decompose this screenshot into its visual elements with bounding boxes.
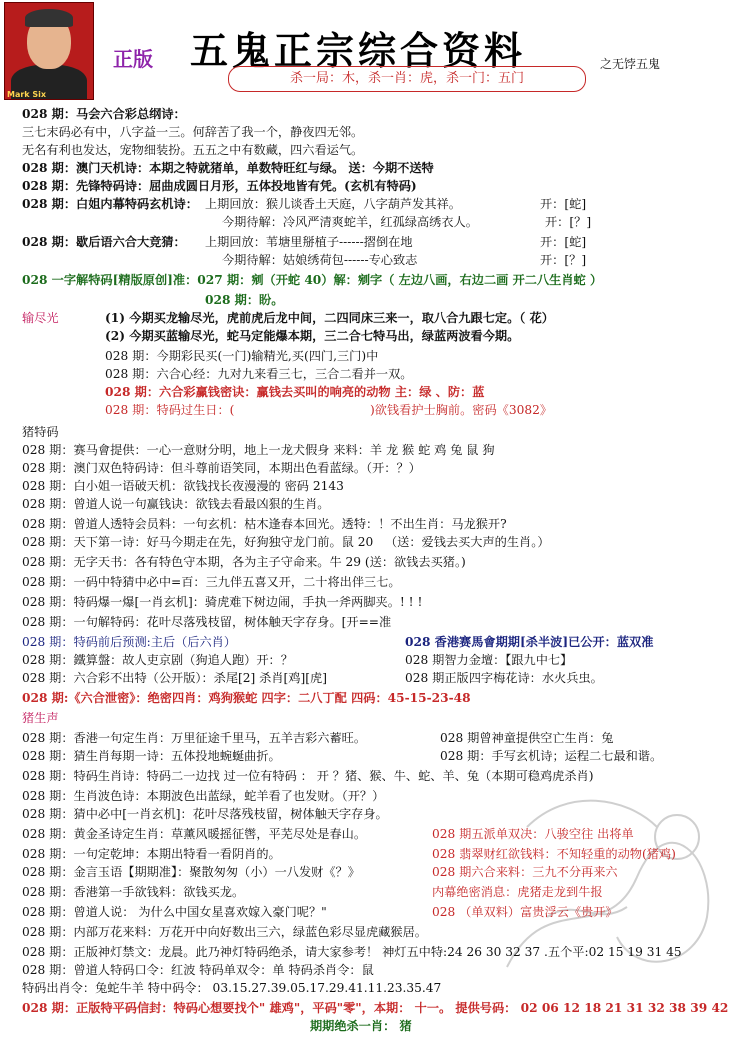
- page-subtitle: 之无饽五鬼: [600, 57, 661, 71]
- text-line: 三七末码必有中，八字益一三。何辞苦了我一个，静夜四无邻。: [22, 125, 364, 139]
- text-line: 期期绝杀一肖： 猪: [310, 1019, 412, 1033]
- text-line: 028 期：赛马會提供：一心一意财分明，地上一龙犬假身 来料：羊 龙 猴 蛇 鸡 兔 鼠 狗: [22, 443, 495, 457]
- text-line: 028 期曾神童提供空亡生肖：兔: [440, 731, 614, 745]
- text-line: 028 一字解特码[精版原创]准：027 期：剜（开蛇 40）解：剜字（ 左边八画，右边二画 开二八生肖蛇 ）: [22, 273, 603, 287]
- text-line: 028 期：曾道人特码口令：红波 特码单双令：单 特码杀肖令：鼠: [22, 963, 374, 977]
- text-line: 028 期：天下第一诗：好马今期走在先，好狗独守龙门前。鼠 20: [22, 535, 374, 549]
- text-line: 028 期：一句定乾坤：本期出特看一看阴肖的。: [22, 847, 281, 861]
- text-line: 028 期：特码前后预测:主后（后六肖）: [22, 635, 237, 649]
- text-line: 开：[？]: [540, 253, 587, 267]
- text-line: (1) 今期买龙输尽光，虎前虎后龙中间，二四同床三来一，取八合九跟七定。（ 花）: [105, 311, 554, 325]
- text-line: 028 期：曾道人说一句赢钱诀：欲钱去看最凶狠的生肖。: [22, 497, 330, 511]
- text-line: 猪特码: [22, 425, 59, 439]
- text-line: 028 期：白姐内幕特码玄机诗：: [22, 197, 198, 211]
- text-line: 028 香港赛馬會期期[杀半波]已公开：蓝双准: [405, 635, 654, 649]
- text-line: 028 期：猜生肖每期一诗：五体投地蜿蜒曲折。: [22, 749, 281, 763]
- text-line: 特码出肖令：兔蛇牛羊 特中码令： 03.15.27.39.05.17.29.41.11.23.35.47: [22, 981, 442, 995]
- text-line: （送：爱钱去买大声的生肖。）: [385, 535, 550, 549]
- kill-banner: 杀一局：木，杀一肖：虎，杀一门：五门: [228, 66, 586, 92]
- text-line: 028 期：正版神灯禁文：龙晨。此乃神灯特码绝杀，请大家参考！ 神灯五中特:24 26 30 32 37 .五个平:02 15 19 31 45: [22, 945, 682, 959]
- author-photo: [4, 2, 94, 100]
- text-line: (2) 今期买蓝输尽光，蛇马定能爆本期，三二合七特马出，绿蓝两波看今期。: [105, 329, 520, 343]
- text-line: 028 期：一句解特码：花叶尽落残枝留，树体触天字存身。[开==准: [22, 615, 392, 629]
- text-line: 028 期：先锋特码诗：屈曲成圆日月形，五体投地皆有凭。(玄机有特码): [22, 179, 417, 193]
- text-line: 输尽光: [22, 311, 59, 325]
- photo-hair: [25, 9, 73, 27]
- text-line: 028 期正版四字梅花诗：水火兵虫。: [405, 671, 603, 685]
- text-line: 今期待解：冷风严清爽蛇羊，红孤绿高绣衣人。: [222, 215, 478, 229]
- text-line: 028 期：特码生肖诗：特码二一边找 过一位有特码 ： 开 ？猪、猴、牛、蛇、羊、兔（本期可稳鸡虎杀肖): [22, 769, 594, 783]
- text-line: 028 期：生肖波色诗：本期波色出蓝绿，蛇羊看了也发财。（开？）: [22, 789, 385, 803]
- text-line: 028 期：香港一句定生肖：万里征途千里马，五羊吉彩六蓄旺。: [22, 731, 367, 745]
- text-line: 内幕绝密消息：虎猪走龙到牛报: [432, 885, 603, 899]
- text-line: 028 期：澳门天机诗：本期之特就猪单，单数特旺红与绿。 送：今期不送特: [22, 161, 434, 175]
- text-line: 028 期：盼。: [205, 293, 284, 307]
- page-title: 五鬼正宗综合资料: [190, 29, 527, 73]
- text-line: 028 期：歇后语六合大竞猜：: [22, 235, 186, 249]
- text-line: 028 期：内部万花来料：万花开中向好数出三六，绿蓝色彩尽显虎藏猴居。: [22, 925, 427, 939]
- text-line: 028 期六合来料：三九不分再来六: [432, 865, 618, 879]
- photo-watermark: Mark Six: [7, 90, 47, 99]
- text-line: 028 期：特码爆一爆[一肖玄机]：骑虎难下树边闹，手执一斧两脚夹。! ! !: [22, 595, 423, 609]
- text-line: 028 期：猜中必中[一肖玄机]：花叶尽落残枝留，树体触天字存身。: [22, 807, 388, 821]
- text-line: 开：[？]: [545, 215, 592, 229]
- text-line: 028 期智力金壇：【跟九中七】: [405, 653, 573, 667]
- text-line: 猪生声: [22, 711, 59, 725]
- text-line: 028 期：曾道人说： 为什么中国女星喜欢嫁入豪门呢？": [22, 905, 327, 919]
- text-line: 028 翡翠财红欲钱料：不知轻重的动物(猪鸡): [432, 847, 676, 861]
- text-line: 028 期：鐵算盤：故人吏京剧（狗追人跑）开：？: [22, 653, 293, 667]
- text-line: 开：[蛇]: [540, 235, 587, 249]
- text-line: )欲钱看护士胸前。密码《3082》: [370, 403, 553, 417]
- text-line: 028 （单双料）富贵浮云《贵开》: [432, 905, 618, 919]
- text-line: 028 期：六合彩赢钱密诀：赢钱去买叫的响亮的动物 主：绿 、防：蓝: [105, 385, 485, 399]
- text-line: 028 期：黄金圣诗定生肖：草薰风暖摇征辔，平芜尽处是春山。: [22, 827, 367, 841]
- text-line: 028 期：特码过生日：(: [105, 403, 235, 417]
- text-line: 028 期：香港第一手欲钱料：欲钱买龙。: [22, 885, 245, 899]
- text-line: 028 期：六合彩不出特（公开版）：杀尾[2] 杀肖[鸡][虎]: [22, 671, 327, 685]
- text-line: 上期回放：苇塘里掰植子------摺倒在地: [205, 235, 413, 249]
- text-line: 无名有利也发达，宠物细装扮。五五之中有数藏，四六看运气。: [22, 143, 364, 157]
- text-line: 028 期：白小姐一语破天机：欲钱找长夜漫漫的 密码 2143: [22, 479, 344, 493]
- text-line: 开：[蛇]: [540, 197, 587, 211]
- text-line: 028 期：无字天书：各有特色守本期，各为主子守命来。牛 29 (送：欲钱去买猪。): [22, 555, 466, 569]
- text-line: 028 期：澳门双色特码诗：但斗尊前语笑同，本期出色看蓝绿。（开：？）: [22, 461, 421, 475]
- text-line: 028 期：曾道人透特会员料：一句玄机：枯木逢春本回光。透特：！不出生肖：马龙猴开?: [22, 517, 507, 531]
- text-line: 028 期：今期彩民买(一门)输精光,买(四门,三门)中: [105, 349, 379, 363]
- text-line: 028 期:《六合泄密》：绝密四肖：鸡狗猴蛇 四字：二八丁配 四码：45-15-23-48: [22, 691, 471, 705]
- text-line: 今期待解：姑娘绣荷包------专心致志: [222, 253, 418, 267]
- zhengban-label: 正版: [113, 47, 153, 71]
- text-line: 028 期五派单双决：八骏空往 出将单: [432, 827, 634, 841]
- text-line: 028 期：手写玄机诗；运程二七最和谐。: [440, 749, 663, 763]
- text-line: 上期回放：猴儿谈香土天庭，八字葫芦发其祥。: [205, 197, 461, 211]
- text-line: 028 期：六合心经：九对九来看三七，三合二看并一双。: [105, 367, 413, 381]
- text-line: 028 期：金言玉语【期期准】：聚散匆匆（小）一八发财《？》: [22, 865, 360, 879]
- text-line: 028 期：一码中特猜中必中=百：三九伴五喜又开，二十将出伴三七。: [22, 575, 401, 589]
- dragon-watermark-icon: [487, 767, 737, 997]
- text-line: 028 期：马会六合彩总纲诗：: [22, 107, 186, 121]
- text-line: 028 期：正版特平码信封：特码心想要找个" 雄鸡"，平码"零"，本期： 十一。 提供号码： 02 06 12 18 21 31 32 38 39 42: [22, 1001, 729, 1015]
